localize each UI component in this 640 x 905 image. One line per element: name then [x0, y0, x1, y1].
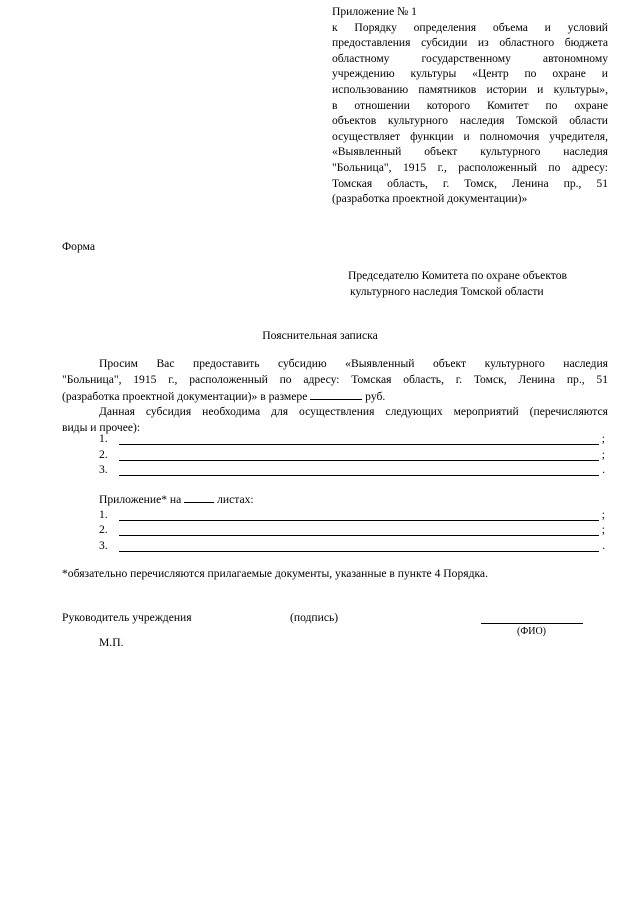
need-line: виды и прочее): — [62, 421, 141, 435]
activity-end-mark: . — [602, 463, 605, 476]
annex-line: к Порядку определения объема и условий — [332, 20, 608, 34]
sheets-count-blank-field[interactable] — [184, 491, 214, 503]
need-line: Данная субсидия необходима для осуществления следующих мероприятий (перечисляются — [99, 405, 608, 419]
annex-line: предоставления субсидии из областного бюджета — [332, 36, 608, 50]
addressee-line: культурного наследия Томской области — [350, 285, 544, 298]
addressee — [348, 268, 567, 300]
activity-end-mark: ; — [601, 432, 605, 445]
annex-line: учреждению культуры «Центр по охране и — [332, 67, 608, 81]
request-line: Просим Вас предоставить субсидию «Выявленный объект культурного наследия — [99, 357, 608, 370]
request-line: "Больница", 1915 г., расположенный по адресу: Томская область, г. Томск, Ленина пр., 51 — [62, 372, 608, 386]
attachment-row — [99, 508, 605, 524]
amount-blank-field[interactable] — [310, 388, 362, 400]
attachment-row — [99, 539, 605, 555]
activity-number: 3. — [99, 463, 108, 476]
activity-blank-field[interactable] — [119, 460, 599, 461]
annex-line: использованию памятников истории и культуры», — [332, 82, 608, 96]
annex-line: в отношении которого Комитет по охране — [332, 98, 608, 112]
attachment-blank-field[interactable] — [119, 520, 599, 521]
request-amount-prefix: (разработка проектной документации)» в размере — [62, 389, 308, 403]
annex-line: осуществляет функции и полномочия учредителя, — [332, 129, 608, 143]
request-amount-suffix: руб. — [365, 389, 386, 403]
annex-line: «Выявленный объект культурного наследия — [332, 145, 608, 159]
attachment-blank-field[interactable] — [119, 551, 599, 552]
activity-end-mark: ; — [601, 448, 605, 461]
attachment-blank-field[interactable] — [119, 535, 599, 536]
fio-label: (ФИО) — [517, 626, 547, 637]
seal-label: М.П. — [99, 636, 124, 649]
annex-title: Приложение № 1 — [332, 5, 417, 18]
activity-number: 2. — [99, 448, 108, 461]
activity-blank-field[interactable] — [119, 444, 599, 445]
attachment-end-mark: ; — [601, 523, 605, 536]
footnote: *обязательно перечисляются прилагаемые документы, указанные в пункте 4 Порядка. — [62, 567, 488, 580]
attachment-number: 3. — [99, 539, 108, 552]
annex-line: "Больница", 1915 г., расположенный по адресу: — [332, 160, 608, 174]
document-title: Пояснительная записка — [262, 329, 378, 342]
activity-blank-field[interactable] — [119, 475, 599, 476]
activity-row — [99, 463, 605, 479]
fio-blank-field[interactable] — [481, 623, 583, 624]
signature-label: (подпись) — [290, 611, 339, 624]
annex-block — [332, 4, 608, 207]
attachment-end-mark: ; — [601, 508, 605, 521]
attachment-label-suffix: листах: — [217, 493, 254, 506]
annex-line: областному государственному автономному — [332, 51, 608, 65]
attachment-row — [99, 523, 605, 539]
addressee-line: Председателю Комитета по охране объектов — [348, 269, 567, 282]
head-of-institution-label: Руководитель учреждения — [62, 611, 192, 624]
attachment-number: 1. — [99, 508, 108, 521]
activity-number: 1. — [99, 432, 108, 445]
request-line — [62, 388, 608, 405]
request-body — [62, 356, 608, 436]
form-label: Форма — [62, 240, 95, 253]
annex-line: Томская область, г. Томск, Ленина пр., 51 — [332, 176, 608, 190]
annex-line: (разработка проектной документации)» — [332, 192, 528, 206]
attachment-number: 2. — [99, 523, 108, 536]
activity-row — [99, 432, 605, 448]
attachment-label-prefix: Приложение* на — [99, 493, 182, 506]
activity-row — [99, 448, 605, 464]
annex-line: объектов культурного наследия Томской области — [332, 114, 608, 128]
attachment-end-mark: . — [602, 539, 605, 552]
attachment-label — [99, 491, 254, 506]
